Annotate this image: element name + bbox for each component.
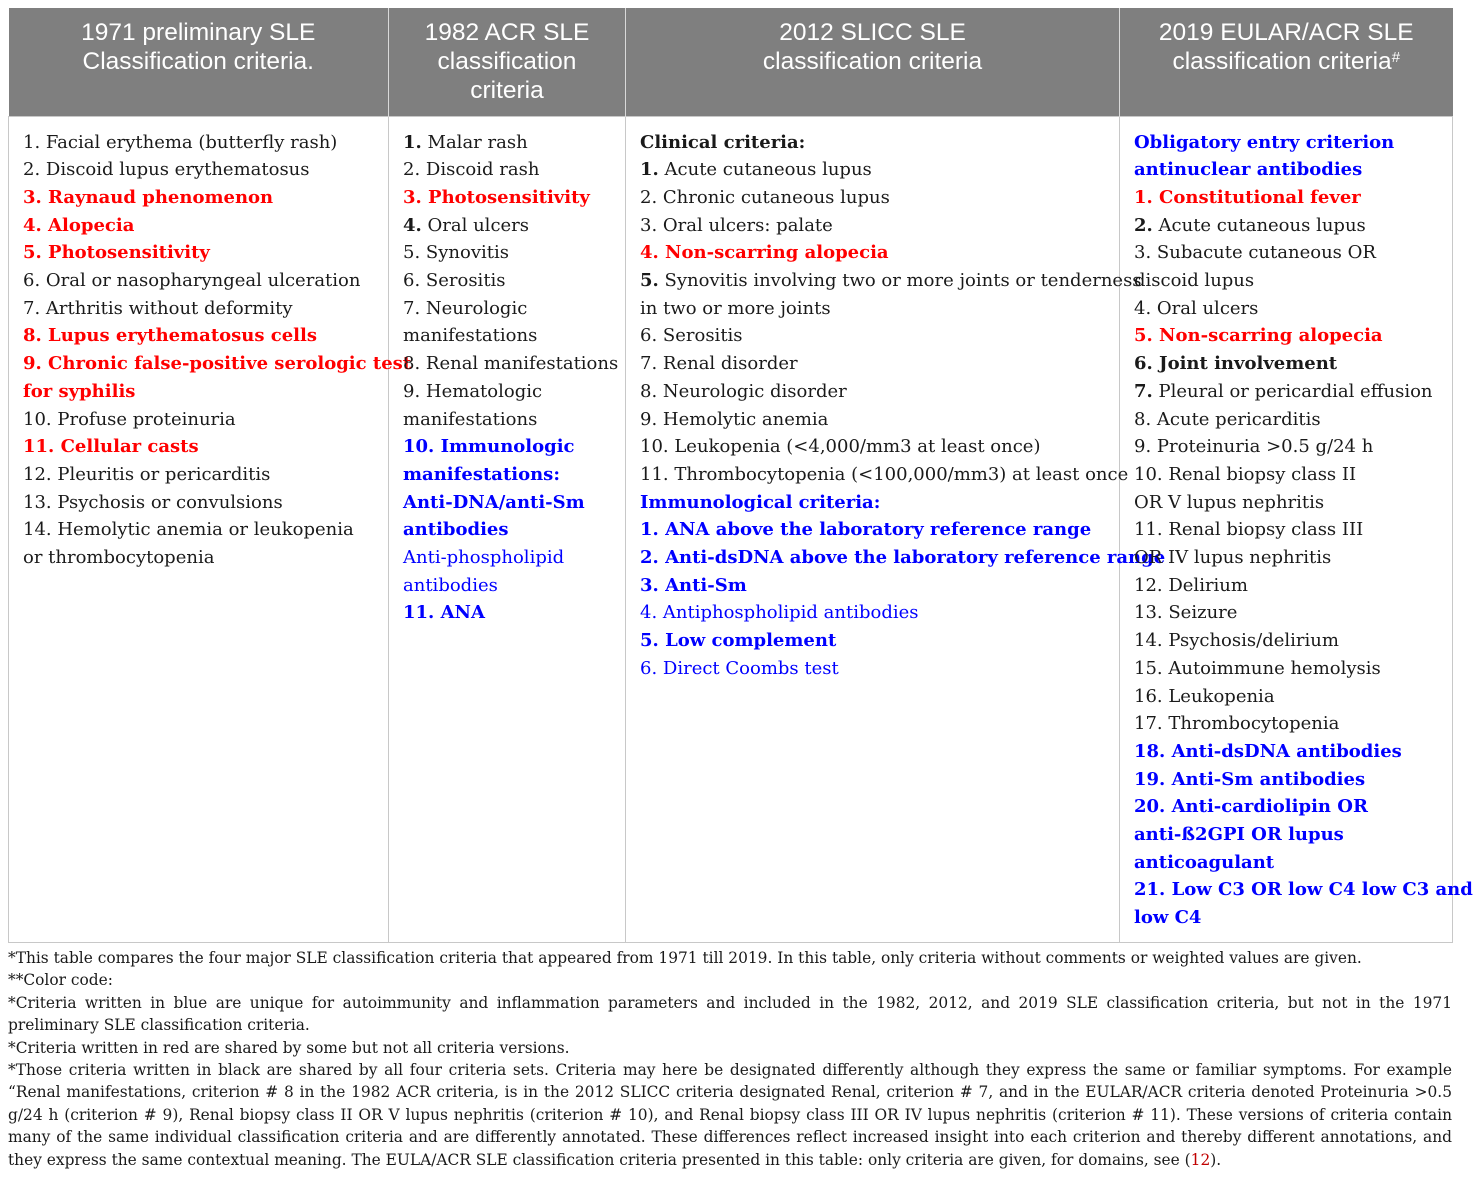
criterion-text: 2. Discoid lupus erythematosus xyxy=(23,159,310,181)
header-line: Classification criteria. xyxy=(82,48,314,75)
header-1971 xyxy=(9,8,389,116)
criterion-line xyxy=(403,461,611,489)
criterion-line xyxy=(403,378,611,406)
criterion-text: 8. Neurologic disorder xyxy=(640,380,847,402)
criterion-number: 2. xyxy=(640,547,659,569)
criterion-text: 2. Chronic cutaneous lupus xyxy=(640,186,890,208)
criterion-text: OR IV lupus nephritis xyxy=(1134,547,1332,569)
criterion-text: for syphilis xyxy=(23,380,136,402)
criterion-text: Anti-Sm xyxy=(658,574,747,596)
criterion-line xyxy=(640,350,1105,378)
criterion-line xyxy=(403,433,611,461)
header-line: classification criteria xyxy=(762,48,983,75)
criterion-text: 9. Chronic false-positive serologic test xyxy=(23,353,412,375)
criterion-text: Oral ulcers xyxy=(421,214,530,236)
criteria-table xyxy=(8,8,1473,943)
criterion-line xyxy=(640,406,1105,434)
criterion-line xyxy=(640,267,1142,295)
criterion-line xyxy=(640,433,1105,461)
header-line: 2012 SLICC SLE xyxy=(779,19,966,46)
criterion-line xyxy=(1134,766,1438,794)
criterion-line xyxy=(1134,544,1438,572)
header-2012 xyxy=(626,8,1120,116)
criterion-text: 11. Thrombocytopenia (<100,000/mm3) at least once xyxy=(640,463,1129,485)
criterion-number: 4. xyxy=(403,214,422,236)
criterion-text: 8. Acute pericarditis xyxy=(1134,408,1321,430)
criterion-number: 20. xyxy=(1134,796,1166,818)
criterion-line xyxy=(1134,378,1438,406)
criterion-text: Anti-phospholipid xyxy=(403,547,565,569)
criterion-text: 3. Raynaud phenomenon xyxy=(23,186,274,208)
criterion-text: Anti-dsDNA antibodies xyxy=(1165,740,1402,762)
criterion-line xyxy=(1134,904,1438,932)
criterion-line xyxy=(23,184,374,212)
criterion-line xyxy=(23,516,374,544)
criterion-text: 9. Proteinuria >0.5 g/24 h xyxy=(1134,436,1374,458)
criterion-line xyxy=(23,489,374,517)
col-1971 xyxy=(9,116,412,942)
criterion-line xyxy=(1134,821,1438,849)
criterion-number: 19. xyxy=(1134,768,1166,790)
criterion-number: 10. xyxy=(403,436,435,458)
criterion-line xyxy=(640,212,1105,240)
criterion-number: 21. xyxy=(1134,879,1166,901)
criterion-line xyxy=(1134,599,1438,627)
criterion-line xyxy=(403,489,611,517)
criterion-line xyxy=(1134,738,1438,766)
criterion-line xyxy=(23,212,374,240)
criterion-line xyxy=(1134,295,1438,323)
criterion-line xyxy=(1134,461,1438,489)
header-line xyxy=(1130,47,1443,76)
criterion-line xyxy=(23,433,374,461)
criterion-text: discoid lupus xyxy=(1134,270,1255,292)
criterion-text: 8. Renal manifestations xyxy=(403,353,619,375)
criterion-line xyxy=(640,295,1105,323)
criterion-line xyxy=(1134,350,1438,378)
criterion-line xyxy=(23,129,374,157)
criterion-text: Acute cutaneous lupus xyxy=(1152,214,1366,236)
criterion-text: 9. Hemolytic anemia xyxy=(640,408,829,430)
criterion-text: 6. Direct Coombs test xyxy=(640,657,839,679)
header-line: 2019 EULAR/ACR SLE xyxy=(1158,19,1414,46)
criterion-line xyxy=(640,655,1105,683)
criterion-text: 4. Oral ulcers xyxy=(1134,297,1259,319)
criterion-line xyxy=(1134,489,1438,517)
criterion-line xyxy=(1134,516,1438,544)
criterion-line xyxy=(23,461,374,489)
criterion-text: 13. Seizure xyxy=(1134,602,1238,624)
criterion-text: 3. Photosensitivity xyxy=(403,186,590,208)
criterion-line xyxy=(403,267,611,295)
criterion-text: ANA above the laboratory reference range xyxy=(658,519,1092,541)
criterion-line xyxy=(1134,876,1473,904)
criterion-number: 7. xyxy=(1134,380,1153,402)
criterion-text: 1. Facial erythema (butterfly rash) xyxy=(23,131,338,153)
criterion-text: antinuclear antibodies xyxy=(1134,159,1363,181)
criterion-number: 1. xyxy=(640,159,659,181)
criterion-line xyxy=(640,516,1105,544)
criterion-text: anti-ß2GPI OR lupus xyxy=(1134,824,1344,846)
criterion-text: 6. Serositis xyxy=(403,270,506,292)
criterion-text: low C4 xyxy=(1134,907,1202,929)
footnote-red: *Criteria written in red are shared by some but not all criteria versions. xyxy=(8,1038,570,1057)
criterion-text: 12. Delirium xyxy=(1134,574,1248,596)
criterion-line xyxy=(1134,129,1438,157)
criterion-number: 5. xyxy=(640,630,659,652)
criterion-line xyxy=(403,295,611,323)
criterion-line xyxy=(403,156,611,184)
criterion-line xyxy=(640,378,1105,406)
criterion-text: Anti-dsDNA above the laboratory reference range xyxy=(658,547,1166,569)
reference-link[interactable]: 12 xyxy=(1190,1150,1211,1169)
criterion-text: 6. Oral or nasopharyngeal ulceration xyxy=(23,270,361,292)
criterion-text: 15. Autoimmune hemolysis xyxy=(1134,657,1381,679)
criterion-line xyxy=(403,129,611,157)
criterion-text: 13. Psychosis or convulsions xyxy=(23,491,283,513)
criterion-line xyxy=(403,322,611,350)
criterion-line xyxy=(1134,156,1438,184)
criterion-number: 3. xyxy=(640,574,659,596)
criterion-text: OR V lupus nephritis xyxy=(1134,491,1325,513)
header-line: criteria xyxy=(470,77,544,104)
criterion-line xyxy=(403,544,611,572)
criterion-text: Anti-cardiolipin OR xyxy=(1165,796,1368,818)
criterion-text: Immunologic xyxy=(434,436,575,458)
criterion-text: 5. Photosensitivity xyxy=(23,242,210,264)
criterion-text: in two or more joints xyxy=(640,297,831,319)
criterion-text: 7. Arthritis without deformity xyxy=(23,297,293,319)
criterion-text: Low complement xyxy=(658,630,837,652)
criterion-line xyxy=(403,516,611,544)
criterion-text: 11. Renal biopsy class III xyxy=(1134,519,1364,541)
criterion-line xyxy=(1134,212,1438,240)
criterion-text: manifestations xyxy=(403,325,538,347)
criterion-text: Anti-DNA/anti-Sm xyxy=(403,491,585,513)
criterion-line xyxy=(403,406,611,434)
header-2019 xyxy=(1120,8,1453,116)
criterion-text: 3. Subacute cutaneous OR xyxy=(1134,242,1376,264)
criterion-text: anticoagulant xyxy=(1134,851,1275,873)
criterion-number: 11. xyxy=(403,602,435,624)
criterion-text: Low C3 OR low C4 low C3 and xyxy=(1165,879,1473,901)
criterion-text: 6. Serositis xyxy=(640,325,743,347)
criterion-text: 9. Hematologic xyxy=(403,380,543,402)
criterion-text: 14. Hemolytic anemia or leukopenia xyxy=(23,519,354,541)
criterion-number: 5. xyxy=(640,270,659,292)
criterion-line xyxy=(1134,184,1438,212)
header-text: classification criteria xyxy=(1172,48,1392,75)
criterion-text: antibodies xyxy=(403,574,498,596)
criterion-line xyxy=(23,350,412,378)
criterion-text: manifestations xyxy=(403,408,538,430)
col-2019 xyxy=(1120,116,1473,942)
criterion-text: 5. Synovitis xyxy=(403,242,509,264)
footnote-black xyxy=(8,1059,1452,1171)
criterion-text: 10. Profuse proteinuria xyxy=(23,408,236,430)
criterion-text: 6. Joint involvement xyxy=(1134,353,1338,375)
header-line: classification xyxy=(437,48,577,75)
header-line: 1971 preliminary SLE xyxy=(81,19,316,46)
criterion-line xyxy=(640,322,1105,350)
criterion-line xyxy=(1134,267,1438,295)
criterion-line xyxy=(1134,433,1438,461)
criterion-text: 10. Renal biopsy class II xyxy=(1134,463,1357,485)
criterion-line xyxy=(23,156,374,184)
criterion-line xyxy=(23,322,374,350)
criterion-text: Malar rash xyxy=(421,131,528,153)
criterion-text: 1. Constitutional fever xyxy=(1134,186,1361,208)
footnote-color-code: **Color code: xyxy=(8,971,113,990)
criterion-line xyxy=(1134,710,1438,738)
criterion-line xyxy=(1134,683,1438,711)
criterion-text: Immunological criteria: xyxy=(640,491,881,513)
criterion-text: Acute cutaneous lupus xyxy=(658,159,872,181)
criterion-text: 10. Leukopenia (<4,000/mm3 at least once) xyxy=(640,436,1041,458)
footnote-black-end: ). xyxy=(1210,1150,1222,1169)
criterion-line xyxy=(640,489,1105,517)
criterion-text: 14. Psychosis/delirium xyxy=(1134,630,1339,652)
criterion-text: 7. Neurologic xyxy=(403,297,528,319)
criterion-line xyxy=(1134,239,1438,267)
footnote-blue: *Criteria written in blue are unique for autoimmunity and inflammation parameters and included in the 1982, 2012, and 2019 SLE classification criteria, but not in the 1971 preliminary SLE classification criteria. xyxy=(8,993,1452,1035)
criterion-line xyxy=(1134,572,1438,600)
criterion-text: antibodies xyxy=(403,519,509,541)
criterion-text: 7. Renal disorder xyxy=(640,353,798,375)
criterion-number: 1. xyxy=(640,519,659,541)
criterion-text: 4. Non-scarring alopecia xyxy=(640,242,889,264)
header-row xyxy=(9,8,1453,116)
footnotes xyxy=(8,947,1452,1171)
criterion-text: Synovitis involving two or more joints or tenderness xyxy=(658,270,1142,292)
criterion-line xyxy=(23,239,374,267)
criterion-text: 4. Antiphospholipid antibodies xyxy=(640,602,919,624)
criterion-line xyxy=(1134,406,1438,434)
criterion-line xyxy=(640,129,1105,157)
criterion-line xyxy=(23,267,374,295)
criterion-text: 17. Thrombocytopenia xyxy=(1134,713,1340,735)
criterion-number: 18. xyxy=(1134,740,1166,762)
criterion-number: 2. xyxy=(1134,214,1153,236)
criterion-text: 8. Lupus erythematosus cells xyxy=(23,325,317,347)
criterion-line xyxy=(640,599,1105,627)
criterion-number: 1. xyxy=(403,131,422,153)
criterion-line xyxy=(403,184,611,212)
criterion-line xyxy=(640,184,1105,212)
criterion-line xyxy=(403,239,611,267)
criterion-line xyxy=(403,572,611,600)
criterion-line xyxy=(640,239,1105,267)
criterion-text: 16. Leukopenia xyxy=(1134,685,1275,707)
criterion-line xyxy=(1134,793,1438,821)
criterion-line xyxy=(640,461,1129,489)
criterion-line xyxy=(1134,849,1438,877)
footnote-black-text: *Those criteria written in black are shared by all four criteria sets. Criteria may here be designated differently although they express the same or familiar symptoms. For example “Renal manifestations, criterion # 8 in the 1982 ACR criteria, is in the 2012 SLICC criteria designated Renal, criterion # 7, and in the EULAR/ACR criteria denoted Proteinuria >0.5 g/24 h (criterion # 9), Renal biopsy class II OR V lupus nephritis (criterion # 10), and Renal biopsy class III OR IV lupus nephritis (criterion # 11). These versions of criteria contain many of the same individual classification criteria and are differently annotated. These differences reflect increased insight into each criterion and thereby different annotations, and they express the same contextual meaning. The EULA/ACR SLE classification criteria presented in this table: only criteria are given, for domains, see ( xyxy=(8,1061,1452,1169)
criterion-line xyxy=(640,572,1105,600)
criterion-text: Clinical criteria: xyxy=(640,131,806,153)
criterion-text: 3. Oral ulcers: palate xyxy=(640,214,833,236)
header-1982 xyxy=(389,8,626,116)
criterion-line xyxy=(403,212,611,240)
header-footnote-mark: # xyxy=(1391,49,1401,66)
criterion-text: ANA xyxy=(434,602,485,624)
criterion-text: 12. Pleuritis or pericarditis xyxy=(23,463,271,485)
criterion-text: 5. Non-scarring alopecia xyxy=(1134,325,1383,347)
criterion-line xyxy=(640,627,1105,655)
criterion-text: 11. Cellular casts xyxy=(23,436,199,458)
criterion-line xyxy=(1134,655,1438,683)
criterion-line xyxy=(23,406,374,434)
col-1982 xyxy=(389,116,626,942)
criterion-text: manifestations: xyxy=(403,463,560,485)
criterion-line xyxy=(23,378,374,406)
criterion-text: Obligatory entry criterion xyxy=(1134,131,1395,153)
criterion-line xyxy=(403,599,611,627)
criterion-text: Anti-Sm antibodies xyxy=(1165,768,1366,790)
criteria-row xyxy=(9,116,1453,942)
criterion-line xyxy=(1134,627,1438,655)
criterion-text: 2. Discoid rash xyxy=(403,159,540,181)
criterion-text: Pleural or pericardial effusion xyxy=(1152,380,1433,402)
criterion-line xyxy=(1134,322,1438,350)
criterion-line xyxy=(23,544,374,572)
criterion-line xyxy=(640,544,1166,572)
criterion-line xyxy=(23,295,374,323)
criterion-line xyxy=(640,156,1105,184)
criterion-line xyxy=(403,350,619,378)
criterion-text: or thrombocytopenia xyxy=(23,547,215,569)
criterion-text: 4. Alopecia xyxy=(23,214,135,236)
footnote-scope: *This table compares the four major SLE classification criteria that appeared from 1971 till 2019. In this table, only criteria without comments or weighted values are given. xyxy=(8,949,1362,967)
header-line: 1982 ACR SLE xyxy=(424,19,590,46)
